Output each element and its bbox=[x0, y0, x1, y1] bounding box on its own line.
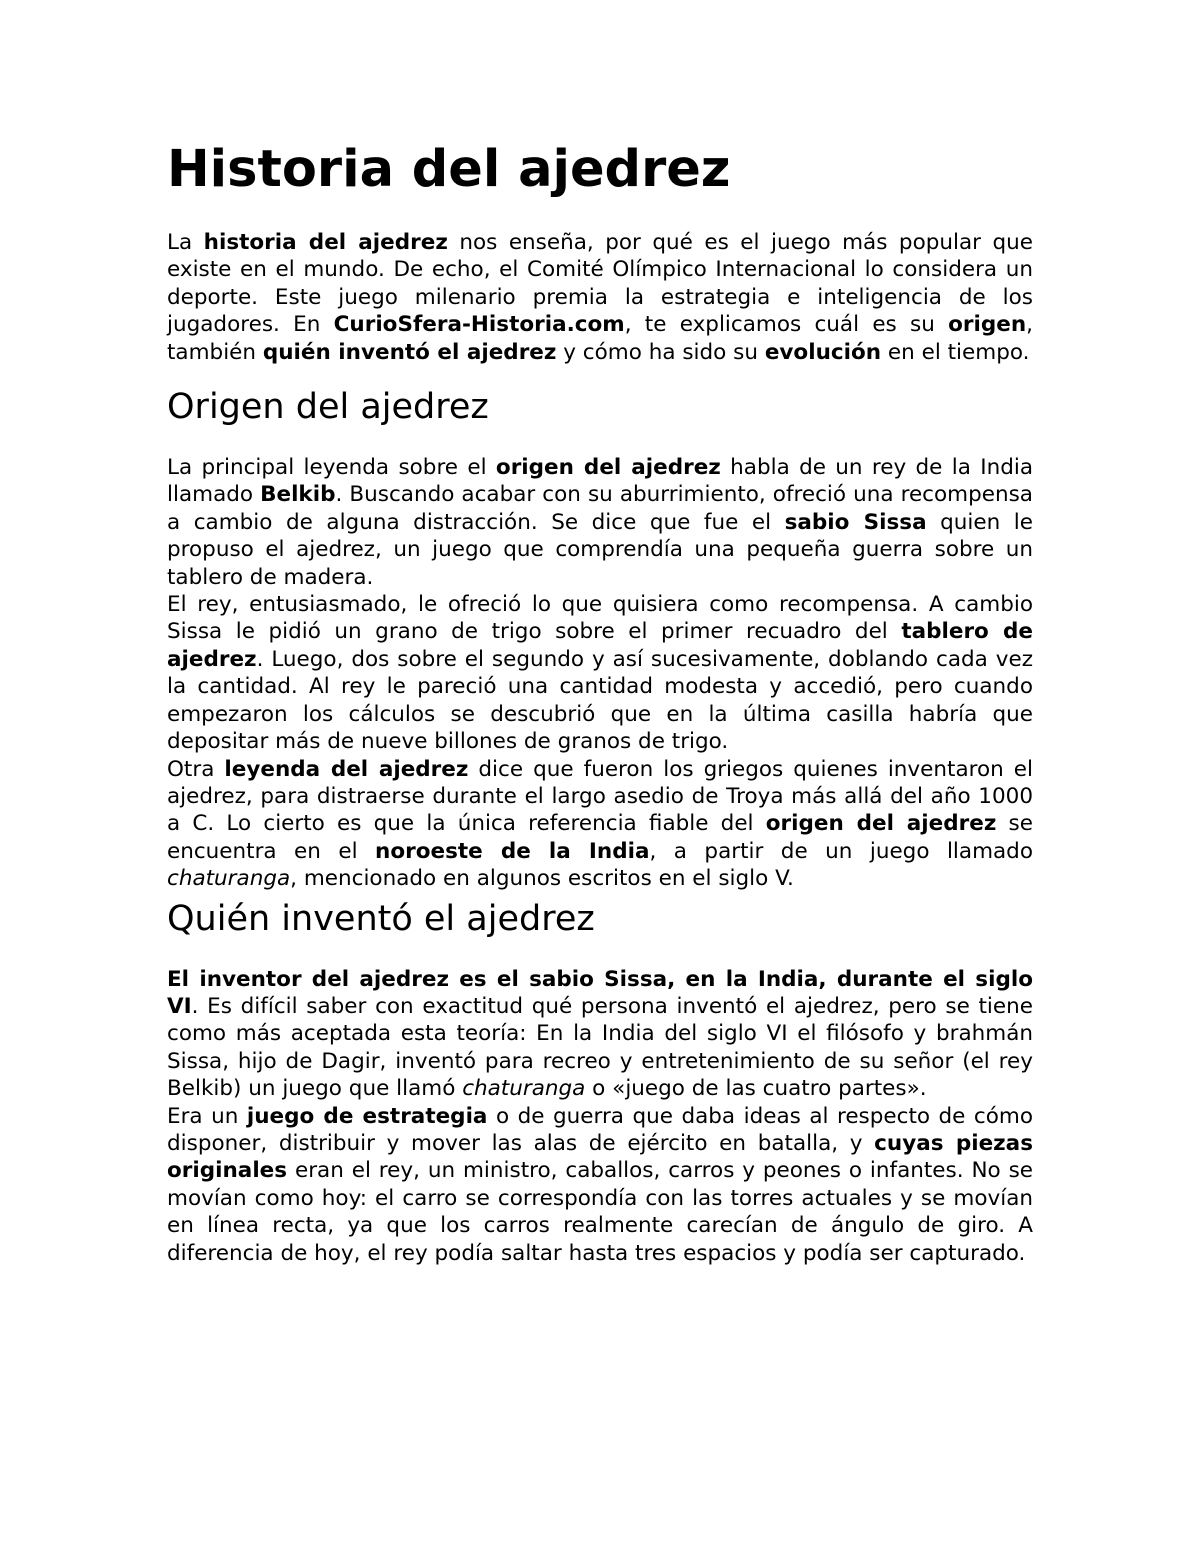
bold-statement: El inventor del ajedrez es el sabio Sissa, en la India, durante el siglo VI bbox=[167, 966, 1033, 1019]
origen-paragraph-1: La principal leyenda sobre el origen del ajedrez habla de un rey de la India llamado Belkib. Buscando acabar con su aburrimiento, ofreció una recompensa a cambio de alguna distracción. Se dice que fue el sabio Sissa quien le propuso el ajedrez, un juego que comprendía una pequeña guerra sobre un tablero de madera. bbox=[167, 455, 1034, 590]
bold-term: origen del ajedrez bbox=[765, 811, 997, 837]
bold-term: quién inventó el ajedrez bbox=[262, 339, 557, 365]
bold-term: juego de estrategia bbox=[246, 1103, 488, 1129]
bold-term: sabio Sissa bbox=[784, 509, 927, 535]
bold-term: origen del ajedrez bbox=[495, 455, 721, 481]
section-heading-origen: Origen del ajedrez bbox=[167, 387, 489, 428]
italic-term: chaturanga bbox=[462, 1076, 586, 1102]
bold-term: tablero de ajedrez bbox=[167, 619, 1033, 672]
section-heading-inventor: Quién inventó el ajedrez bbox=[167, 898, 595, 939]
bold-term: cuyas piezas originales bbox=[167, 1130, 1033, 1184]
bold-term: Belkib bbox=[260, 482, 336, 508]
bold-site-name: CurioSfera-Historia.com bbox=[333, 312, 625, 338]
italic-term: chaturanga bbox=[167, 866, 291, 892]
bold-term: evolución bbox=[764, 339, 882, 365]
bold-term: leyenda del ajedrez bbox=[224, 756, 469, 782]
origen-paragraph-3: Otra leyenda del ajedrez dice que fueron los griegos quienes inventaron el ajedrez, para distraerse durante el largo asedio de Troya más allá del año 1000 a C. Lo cierto es que la única referencia fiable del origen del ajedrez se encuentra en el noroeste de la India, a partir de un juego llamado chaturanga, mencionado en algunos escritos en el siglo V. bbox=[167, 756, 1033, 892]
bold-term: noroeste de la India bbox=[375, 838, 650, 864]
inventor-paragraph-2: Era un juego de estrategia o de guerra que daba ideas al respecto de cómo disponer, distribuir y mover las alas de ejército en batalla, y cuyas piezas originales eran el rey, un ministro, caballos, carros y peones o infantes. No se movían como hoy: el carro se correspondía con las torres actuales y se movían en línea recta, ya que los carros realmente carecían de ángulo de giro. A diferencia de hoy, el rey podía saltar hasta tres espacios y podía ser capturado. bbox=[167, 1103, 1033, 1266]
bold-term: historia del ajedrez bbox=[203, 230, 448, 255]
bold-term: origen bbox=[948, 312, 1027, 338]
inventor-paragraph-1: El inventor del ajedrez es el sabio Sissa, en la India, durante el siglo VI. Es difícil saber con exactitud qué persona inventó el ajedrez, pero se tiene como más aceptada esta teoría: En la India del siglo VI el filósofo y brahmán Sissa, hijo de Dagir, inventó para recreo y entretenimiento de su señor (el rey Belkib) un juego que llamó chaturanga o «juego de las cuatro partes». bbox=[167, 966, 1033, 1102]
document-title: Historia del ajedrez bbox=[167, 140, 731, 199]
intro-paragraph: La historia del ajedrez nos enseña, por qué es el juego más popular que existe en el mundo. De echo, el Comité Olímpico Internacional lo considera un deporte. Este juego milenario premia la estrategia e inteligencia de los jugadores. En CurioSfera-Historia.com, te explicamos cuál es su origen, también quién inventó el ajedrez y cómo ha sido su evolución en el tiempo. bbox=[167, 230, 1034, 365]
document-page bbox=[167, 135, 1033, 1267]
origen-paragraph-2: El rey, entusiasmado, le ofreció lo que quisiera como recompensa. A cambio Sissa le pidió un grano de trigo sobre el primer recuadro del tablero de ajedrez. Luego, dos sobre el segundo y así sucesivamente, doblando cada vez la cantidad. Al rey le pareció una cantidad modesta y accedió, pero cuando empezaron los cálculos se descubrió que en la última casilla habría que depositar más de nueve billones de granos de trigo. bbox=[167, 592, 1033, 755]
